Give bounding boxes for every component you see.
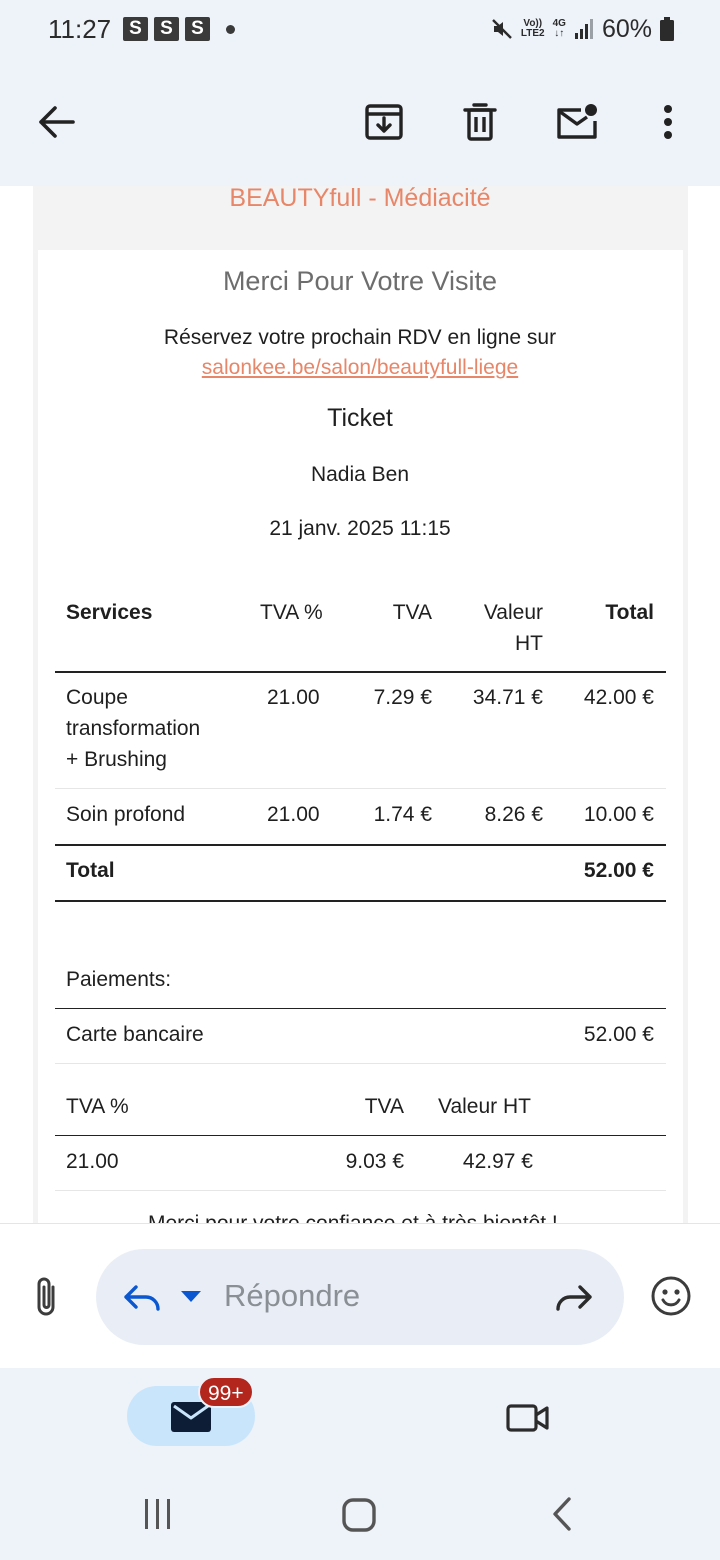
recent-apps-icon <box>143 1499 173 1529</box>
table-row-service-name: Soin profond <box>66 803 186 826</box>
client-name: Nadia Ben <box>310 463 410 486</box>
archive-button[interactable] <box>358 96 410 148</box>
reply-input[interactable] <box>96 1249 624 1345</box>
home-icon <box>342 1498 376 1532</box>
back-arrow-icon <box>37 105 75 139</box>
vat-header-pct: TVA % <box>66 1095 129 1118</box>
table-divider <box>55 671 666 673</box>
table-divider <box>55 900 666 902</box>
attachment-icon <box>33 1275 59 1319</box>
table-row-service-name: Coupe transformation + Brushing <box>66 686 201 771</box>
status-time: 11:27 <box>48 14 112 44</box>
vat-row-pct: 21.00 <box>66 1150 119 1173</box>
reply-options-dropdown[interactable] <box>178 1285 204 1309</box>
thanks-heading: Merci Pour Votre Visite <box>222 266 498 296</box>
email-toolbar <box>0 62 720 186</box>
notification-s-icon: S <box>185 17 210 41</box>
salon-brand-title: BEAUTYfull - Médiacité <box>229 184 491 212</box>
caret-down-icon <box>181 1291 201 1303</box>
col-header-tva-pct: TVA % <box>260 601 323 624</box>
forward-icon <box>554 1281 594 1313</box>
reply-mode-button[interactable] <box>122 1277 162 1317</box>
status-bar <box>0 0 720 62</box>
mark-unread-icon <box>555 103 599 141</box>
table-divider <box>55 844 666 846</box>
col-header-services: Services <box>66 601 153 624</box>
status-right <box>491 14 674 44</box>
reply-icon <box>122 1281 162 1313</box>
table-row-tva: 1.74 € <box>373 803 432 826</box>
mute-icon <box>491 17 513 41</box>
attach-button[interactable] <box>24 1272 68 1322</box>
back-nav-button[interactable] <box>540 1492 584 1536</box>
table-row-valeur: 34.71 € <box>472 686 543 709</box>
emoji-icon <box>650 1275 692 1317</box>
table-row-valeur: 8.26 € <box>484 803 543 826</box>
back-button[interactable] <box>32 98 80 146</box>
vat-header-tva: TVA <box>364 1095 404 1118</box>
col-header-valeur-ht: Valeur HT <box>483 601 543 655</box>
volte-indicator: Vo)) LTE2 <box>520 18 545 39</box>
payment-method: Carte bancaire <box>66 1023 204 1046</box>
table-row-total: 10.00 € <box>583 803 654 826</box>
delete-button[interactable] <box>454 96 506 148</box>
emoji-button[interactable] <box>648 1273 694 1319</box>
email-body[interactable] <box>0 186 720 1223</box>
delete-icon <box>463 102 497 142</box>
payment-amount: 52.00 € <box>583 1023 654 1046</box>
home-button[interactable] <box>336 1492 382 1538</box>
archive-icon <box>364 103 404 141</box>
mark-unread-button[interactable] <box>550 96 604 148</box>
vat-row-tva: 9.03 € <box>345 1150 404 1173</box>
col-header-total: Total <box>605 601 654 624</box>
system-navigation <box>0 1468 720 1560</box>
forward-button[interactable] <box>552 1277 596 1317</box>
recent-apps-button[interactable] <box>136 1492 180 1536</box>
row-divider <box>55 788 666 789</box>
vat-row-valeur: 42.97 € <box>462 1150 533 1173</box>
table-divider <box>55 1135 666 1136</box>
booking-link[interactable]: salonkee.be/salon/beautyfull-liege <box>201 356 519 379</box>
more-options-button[interactable] <box>646 96 690 148</box>
notification-s-icon: S <box>123 17 148 41</box>
video-camera-icon <box>506 1402 550 1434</box>
nav-meet-tab[interactable] <box>503 1398 553 1438</box>
ticket-title: Ticket <box>327 404 393 432</box>
more-vert-icon <box>663 105 673 139</box>
notification-s-icon: S <box>154 17 179 41</box>
grand-total-label: Total <box>66 859 115 882</box>
table-row-tva: 7.29 € <box>373 686 432 709</box>
back-chevron-icon <box>551 1497 573 1531</box>
table-row-tva-pct: 21.00 <box>267 686 320 709</box>
table-row-total: 42.00 € <box>583 686 654 709</box>
col-header-tva: TVA <box>392 601 432 624</box>
signal-icon <box>574 18 594 40</box>
notification-dot-icon <box>226 25 235 34</box>
row-divider <box>55 1063 666 1064</box>
battery-percent: 60% <box>601 14 652 43</box>
battery-icon <box>660 17 674 41</box>
reply-bar <box>0 1223 720 1368</box>
reply-placeholder: Répondre <box>224 1278 361 1313</box>
vat-header-valeur: Valeur HT <box>438 1095 531 1118</box>
unread-count-badge: 99+ <box>198 1376 254 1408</box>
bottom-navigation <box>0 1368 720 1468</box>
network-gen-indicator: 4G ↓↑ <box>552 18 566 39</box>
grand-total-value: 52.00 € <box>583 859 654 882</box>
table-row-tva-pct: 21.00 <box>267 803 320 826</box>
payments-label: Paiements: <box>66 968 172 991</box>
ticket-date: 21 janv. 2025 11:15 <box>269 517 451 540</box>
table-divider <box>55 1008 666 1009</box>
row-divider <box>55 1190 666 1191</box>
reserve-text: Réservez votre prochain RDV en ligne sur <box>163 326 557 349</box>
